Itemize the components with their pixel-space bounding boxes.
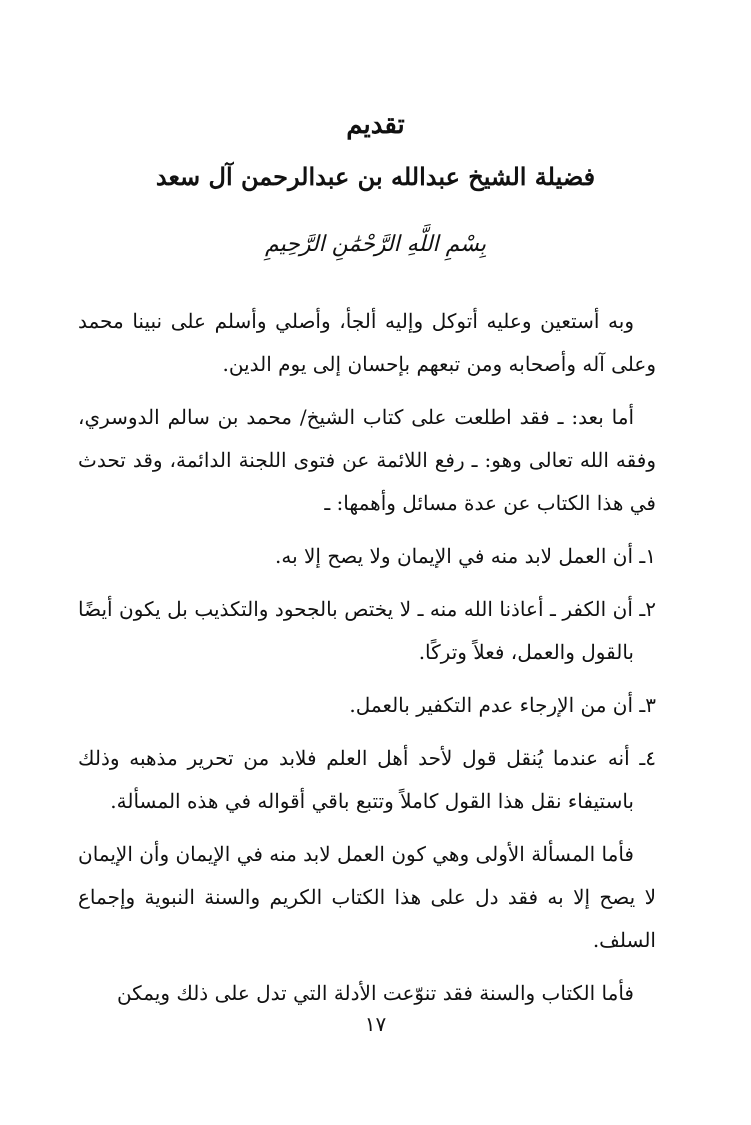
page-number: ١٧ (364, 1012, 387, 1036)
body-text (78, 300, 656, 1025)
paragraph-first-issue: فأما المسألة الأولى وهي كون العمل لابد منه في الإيمان وأن الإيمان لا يصح إلا به فقد دل على هذا الكتاب الكريم والسنة النبوية وإجماع السلف. (78, 842, 656, 952)
list-item-4: ٤ـ أنه عندما يُنقل قول لأحد أهل العلم فلابد من تحرير مذهبه وذلك باستيفاء نقل هذا القول كاملاً وتتبع باقي أقواله في هذه المسألة. (78, 746, 656, 813)
paragraph-evidence: فأما الكتاب والسنة فقد تنوّعت الأدلة التي تدل على ذلك ويمكن (116, 981, 634, 1005)
basmala-calligraphy: بِسْمِ اللَّهِ الرَّحْمَٰنِ الرَّحِيمِ (264, 232, 487, 257)
list-item-3: ٣ـ أن من الإرجاء عدم التكفير بالعمل. (349, 693, 656, 717)
section-title: تقديم (346, 110, 405, 140)
paragraph-introduction: أما بعد: ـ فقد اطلعت على كتاب الشيخ/ محمد بن سالم الدوسري، وفقه الله تعالى وهو: ـ رفع اللائمة عن فتوى اللجنة الدائمة، وقد تحدث في هذا الكتاب عن عدة مسائل وأهمها: ـ (78, 405, 656, 515)
list-item-2: ٢ـ أن الكفر ـ أعاذنا الله منه ـ لا يختص بالجحود والتكذيب بل يكون أيضًا بالقول والعمل، فعلاً وتركًا. (78, 597, 656, 664)
list-item-1: ١ـ أن العمل لابد منه في الإيمان ولا يصح إلا به. (275, 544, 656, 568)
paragraph-opening: وبه أستعين وعليه أتوكل وإليه ألجأ، وأصلي وأسلم على نبينا محمد وعلى آله وأصحابه ومن تبعهم بإحسان إلى يوم الدين. (78, 309, 656, 376)
author-subtitle: فضيلة الشيخ عبدالله بن عبدالرحمن آل سعد (155, 162, 596, 191)
